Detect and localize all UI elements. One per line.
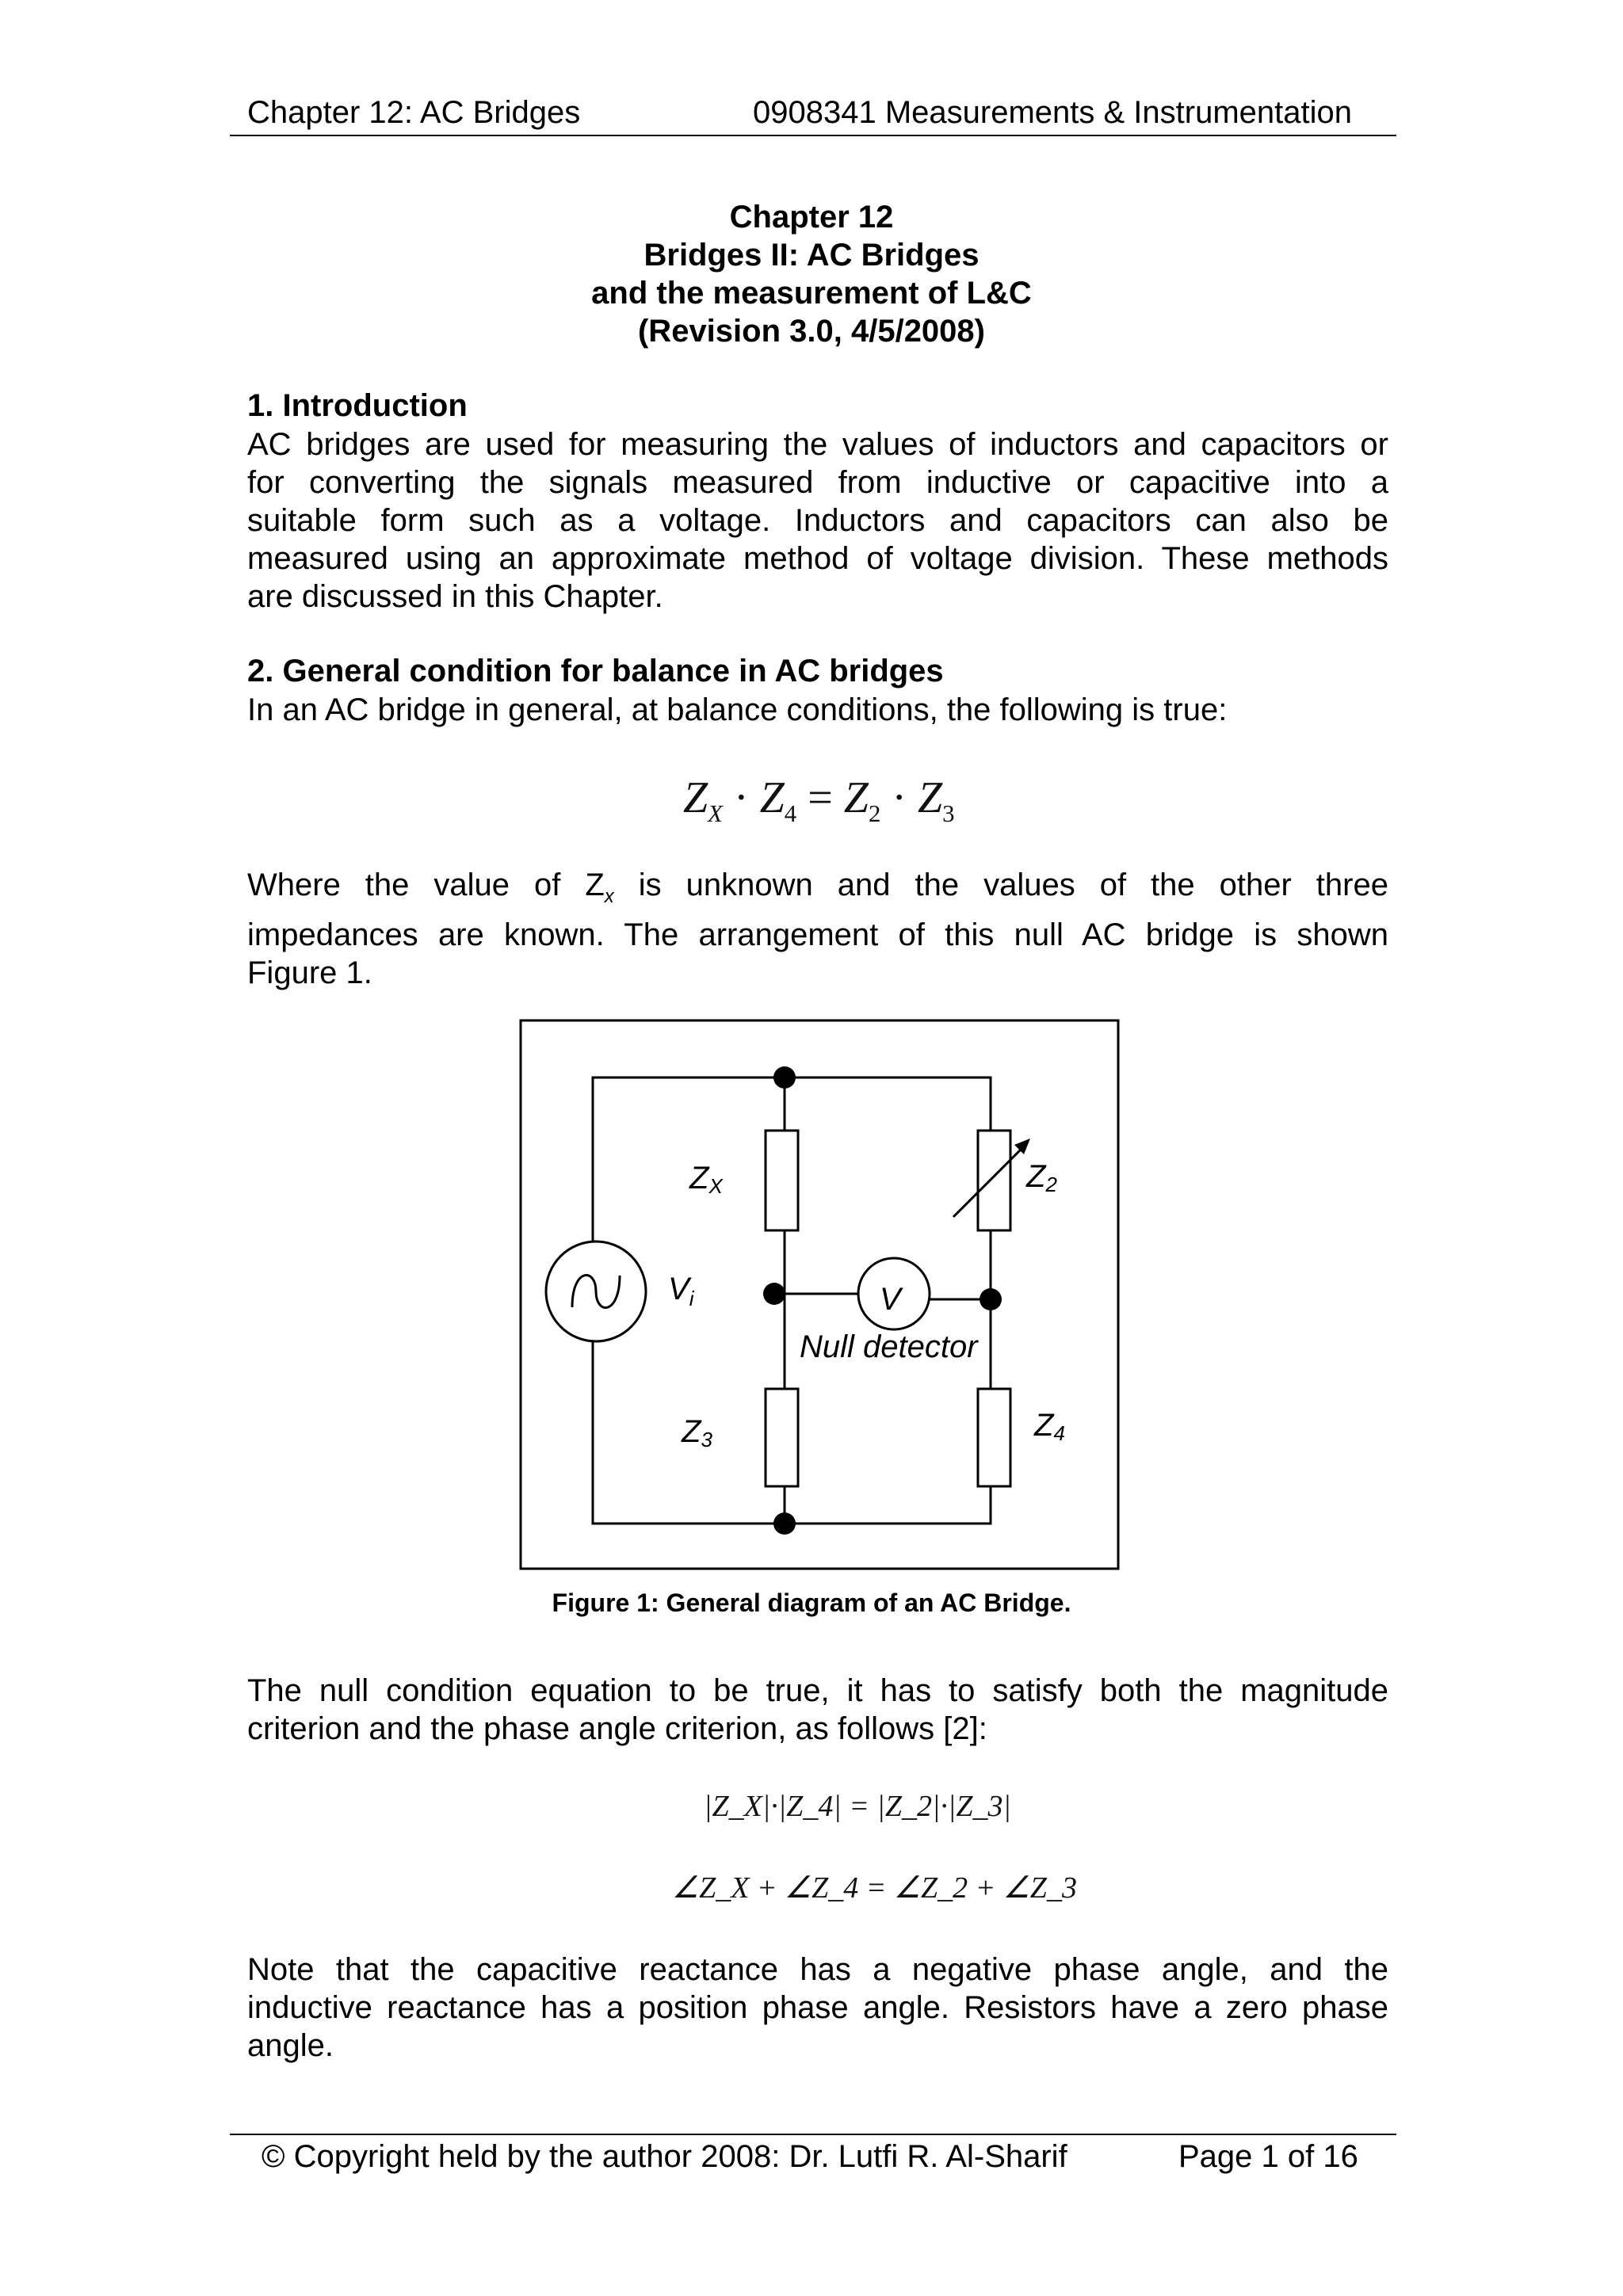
phase-equation: ∠Z_X + ∠Z_4 = ∠Z_2 + ∠Z_3 (672, 1871, 1077, 1905)
footer-page-number: Page 1 of 16 (1178, 2139, 1358, 2174)
null-detector-label: Null detector (800, 1329, 978, 1364)
z4-label: Z4 (1034, 1408, 1065, 1445)
paragraph-line: AC bridges are used for measuring the values of inductors and capacitors or (247, 427, 1388, 462)
zx-label: ZX (689, 1161, 723, 1198)
note-paragraph: Note that the capacitive reactance has a negative phase angle, and the inductive reactance has a position phase angle. Resistors have a zero phase angle. (247, 1952, 1388, 2063)
title-line-4: (Revision 3.0, 4/5/2008) (637, 314, 985, 349)
title-line-1: Chapter 12 (729, 200, 894, 235)
header-course: 0908341 Measurements & Instrumentation (753, 95, 1352, 130)
z3-label: Z3 (682, 1414, 712, 1451)
magnitude-equation: |Z_X|·|Z_4| = |Z_2|·|Z_3| (704, 1790, 1011, 1823)
header-chapter: Chapter 12: AC Bridges (247, 95, 581, 130)
z4-impedance (978, 1389, 1010, 1486)
where-paragraph: Where the value of $Z_x$ is unknown and the values of the other three impedances are known. The arrangement of this null AC bridge is shown Figure 1. (247, 868, 1388, 990)
footer-copyright: © Copyright held by the author 2008: Dr. Lutfi R. Al-Sharif (262, 2139, 1067, 2174)
footer-rule (230, 2134, 1396, 2135)
vi-label: $V_i$ (668, 1272, 694, 1310)
paragraph-line: suitable form such as a voltage. Inductors and capacitors can also be (247, 503, 1388, 538)
section-2-heading: 2. General condition for balance in AC bridges (247, 654, 944, 688)
balance-equation: $Z_X \cdot Z_4 = Z_2 \cdot Z_3$ (683, 773, 955, 828)
section-2-intro: In an AC bridge in general, at balance conditions, the following is true: (247, 692, 1228, 727)
title-line-2: Bridges II: AC Bridges (643, 238, 980, 273)
null-condition-paragraph: The null condition equation to be true, it has to satisfy both the magnitude criterion and the phase angle criterion, as follows [2]: (247, 1673, 1388, 1746)
paragraph-line: measured using an approximate method of voltage division. These methods (247, 541, 1388, 576)
zx-impedance (766, 1131, 798, 1230)
title-line-3: and the measurement of L&C (591, 276, 1032, 311)
z2-impedance (978, 1131, 1010, 1230)
z3-impedance (766, 1389, 798, 1486)
figure-caption: Figure 1: General diagram of an AC Bridge. (552, 1589, 1071, 1617)
paragraph-line: are discussed in this Chapter. (247, 579, 663, 614)
section-1-heading: 1. Introduction (247, 388, 468, 423)
z2-label: Z2 (1026, 1159, 1057, 1196)
v-label: V (880, 1282, 901, 1317)
paragraph-line: for converting the signals measured from inductive or capacitive into a (247, 465, 1388, 500)
